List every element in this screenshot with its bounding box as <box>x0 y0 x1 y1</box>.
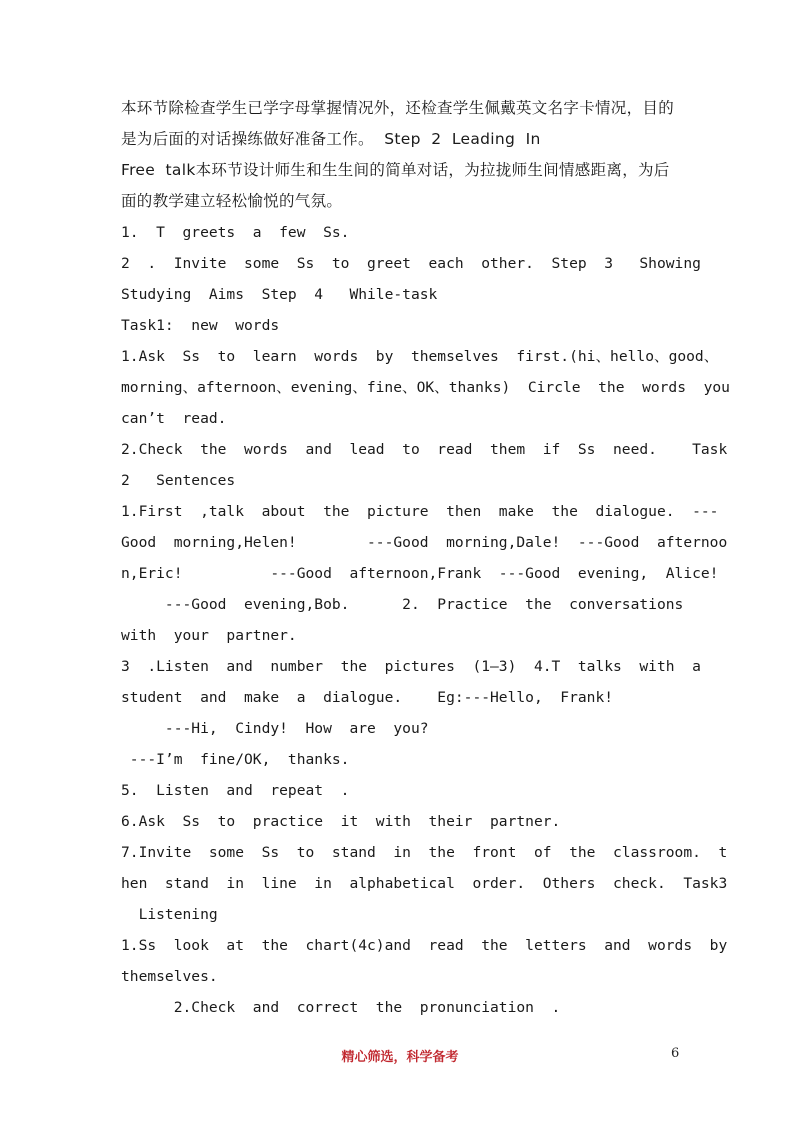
footer-slogan: 精心筛选，科学备考 <box>341 1050 459 1065</box>
text-line: 7.Invite some Ss to stand in the front of the classroom. t <box>121 844 728 861</box>
document-body <box>121 93 730 1023</box>
text-line: Good morning,Helen! ---Good morning,Dale! ---Good afternoo <box>121 534 728 551</box>
text-line: can’t read. <box>121 410 227 427</box>
text-line: 2.Check and correct the pronunciation . <box>121 999 561 1016</box>
text-line: student and make a dialogue. Eg:---Hello, Frank! <box>121 689 614 706</box>
text-line: 是为后面的对话操练做好准备工作。 Step 2 Leading In <box>121 130 541 148</box>
text-line: Studying Aims Step 4 While-task <box>121 286 438 303</box>
text-line: 1.First ,talk about the picture then make the dialogue. --- <box>121 503 719 520</box>
text-line: 2.Check the words and lead to read them if Ss need. Task <box>121 441 728 458</box>
text-line: 1. T greets a few Ss. <box>121 224 350 241</box>
text-line: Free talk本环节设计师生和生生间的简单对话，为拉拢师生间情感距离，为后 <box>121 161 670 179</box>
text-line: ---Good evening,Bob. 2. Practice the conversations <box>121 596 684 613</box>
text-line: 面的教学建立轻松愉悦的气氛。 <box>121 192 343 210</box>
page-number: 6 <box>671 1046 680 1061</box>
text-line: 2 . Invite some Ss to greet each other. Step 3 Showing <box>121 255 701 272</box>
text-line: 3 .Listen and number the pictures (1—3) 4.T talks with a <box>121 658 701 675</box>
text-line: themselves. <box>121 968 218 985</box>
text-line: 1.Ask Ss to learn words by themselves first.(hi、hello、good、 <box>121 348 719 365</box>
text-line: hen stand in line in alphabetical order. Others check. Task3 <box>121 875 728 892</box>
text-line: Listening <box>121 906 218 923</box>
text-line: 5. Listen and repeat . <box>121 782 350 799</box>
text-line: ---I’m fine/OK, thanks. <box>121 751 350 768</box>
text-line: 2 Sentences <box>121 472 236 489</box>
text-line: 6.Ask Ss to practice it with their partner. <box>121 813 561 830</box>
text-line: 本环节除检查学生已学字母掌握情况外，还检查学生佩戴英文名字卡情况，目的 <box>121 99 675 117</box>
text-line: with your partner. <box>121 627 297 644</box>
text-line: n,Eric! ---Good afternoon,Frank ---Good evening, Alice! <box>121 565 719 582</box>
text-line: ---Hi, Cindy! How are you? <box>121 720 429 737</box>
text-line: Task1: new words <box>121 317 280 334</box>
text-line: morning、afternoon、evening、fine、OK、thanks) Circle the words you <box>121 379 730 396</box>
text-line: 1.Ss look at the chart(4c)and read the letters and words by <box>121 937 728 954</box>
